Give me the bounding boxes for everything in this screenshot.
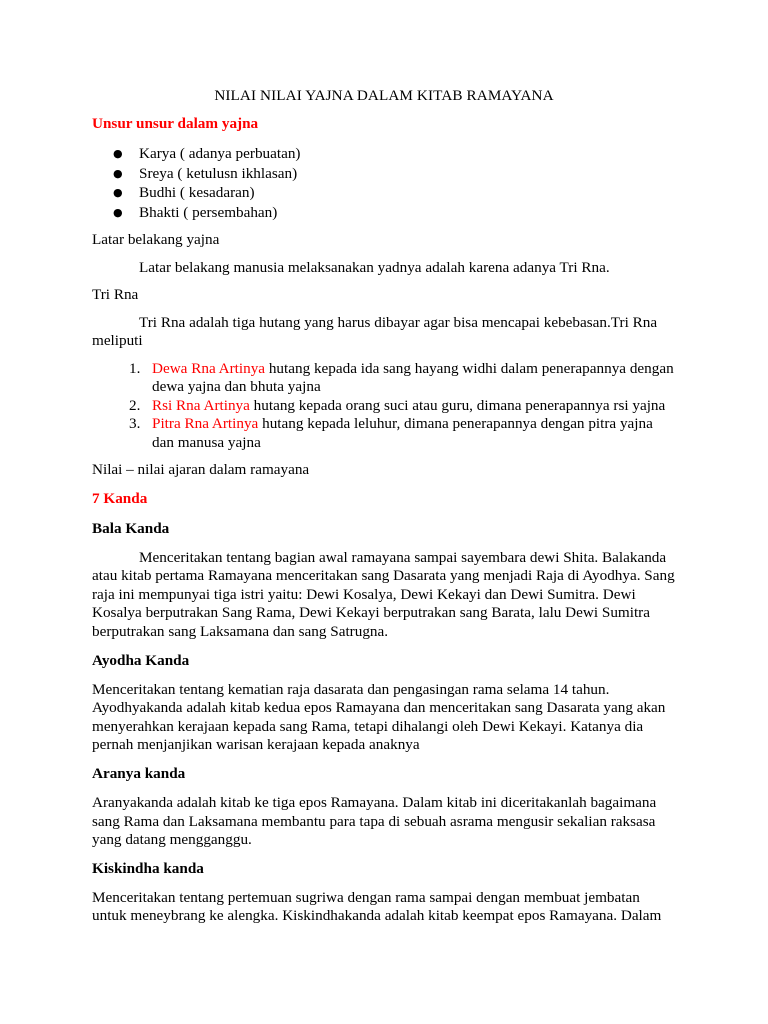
term-label: Dewa Rna Artinya — [152, 359, 266, 377]
bullet-icon: ● — [113, 166, 123, 180]
unsur-heading: Unsur unsur dalam yajna — [92, 115, 259, 132]
list-item: ● Sreya ( ketulusn ikhlasan) — [113, 164, 298, 182]
latar-label: Latar belakang yajna — [92, 231, 220, 248]
bullet-icon: ● — [113, 147, 123, 160]
document-page — [92, 86, 676, 935]
ayodha-text: Menceritakan tentang kematian raja dasarata dan pengasingan rama selama 14 tahun. Ayodhyakanda adalah kitab kedua epos Ramayana dan menceritakan sang Dasarata yang akan menyerahkan kerajaan kepada sang Rama, tetapi dihalangi oleh Dewi Kekayi. Katanya dia pernah menjanjikan warisan kerajaan kepada anaknya — [92, 680, 666, 754]
kiskindha-text: Menceritakan tentang pertemuan sugriwa dengan rama sampai dengan membuat jembatan untuk meneybrang ke alengka. Kiskindhakanda adalah kitab keempat epos Ramayana. Dalam — [92, 888, 662, 925]
aranya-text: Aranyakanda adalah kitab ke tiga epos Ramayana. Dalam kitab ini diceritakanlah bagaimana sang Rama dan Laksamana membantu para tapa di sebuah asrama mengusir sekalian raksasa yang datang mengganggu. — [92, 793, 657, 849]
bala-heading: Bala Kanda — [92, 519, 170, 537]
nilai-label: Nilai – nilai ajaran dalam ramayana — [92, 461, 310, 478]
aranya-heading: Aranya kanda — [92, 764, 186, 782]
ayodha-heading: Ayodha Kanda — [92, 651, 190, 669]
list-item: ● Karya ( adanya perbuatan) — [113, 145, 301, 162]
list-item: 2. Rsi Rna Artinya hutang kepada orang suci atau guru, dimana penerapannya rsi yajna — [129, 396, 666, 414]
unsur-list — [92, 144, 676, 222]
kanda-heading: 7 Kanda — [92, 489, 148, 507]
list-item: 1. Dewa Rna Artinya hutang kepada ida sang hayang widhi dalam penerapannya dengan dewa yajna dan bhuta yajna — [129, 359, 674, 396]
latar-text: Latar belakang manusia melaksanakan yadnya adalah karena adanya Tri Rna. — [139, 258, 610, 276]
bullet-icon: ● — [113, 205, 123, 219]
tri-rna-list — [92, 360, 676, 452]
list-item: ● Bhakti ( persembahan) — [113, 203, 278, 221]
tri-rna-text: Tri Rna adalah tiga hutang yang harus dibayar agar bisa mencapai kebebasan.Tri Rna meliputi — [92, 313, 658, 350]
bala-text: Menceritakan tentang bagian awal ramayana sampai sayembara dewi Shita. Balakanda atau kitab pertama Ramayana menceritakan sang Dasarata yang menjadi Raja di Ayodhya. Sang raja ini mempunyai tiga istri yaitu: Dewi Kosalya, Dewi Kekayi dan Dewi Sumitra. Dewi Kosalya berputrakan Sang Rama, Dewi Kekayi berputrakan sang Barata, lalu Dewi Sumitra berputrakan sang Laksamana dan sang Satrugna. — [92, 548, 675, 640]
list-item: 3. Pitra Rna Artinya hutang kepada leluhur, dimana penerapannya dengan pitra yajna dan manusa yajna — [129, 415, 653, 451]
document-title: NILAI NILAI YAJNA DALAM KITAB RAMAYANA — [214, 87, 554, 104]
list-item: ● Budhi ( kesadaran) — [113, 184, 255, 201]
term-label: Pitra Rna Artinya — [152, 415, 259, 433]
bullet-icon: ● — [113, 186, 123, 199]
term-label: Rsi Rna Artinya — [152, 396, 250, 414]
tri-rna-label: Tri Rna — [92, 286, 139, 304]
kiskindha-heading: Kiskindha kanda — [92, 859, 204, 877]
